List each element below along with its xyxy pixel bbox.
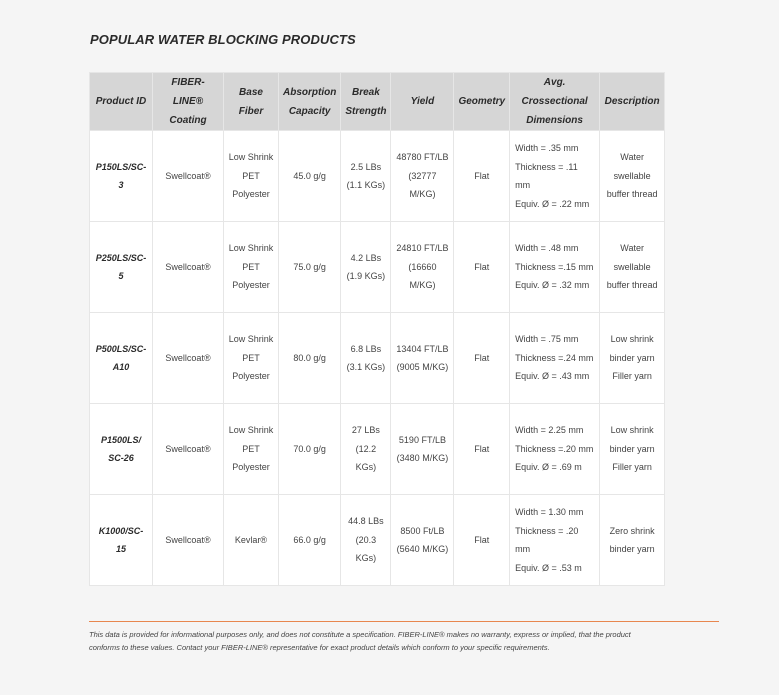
- cell-coating: [153, 404, 223, 494]
- column-header-text: Break: [351, 86, 380, 98]
- cell-text: Low shrink: [610, 425, 654, 436]
- cell-text: Flat: [474, 170, 490, 181]
- column-header-text: Product ID: [95, 96, 147, 107]
- column-header-absorption-capacity: [279, 73, 340, 130]
- cell-text: Low Shrink: [228, 152, 274, 163]
- cell-text: PET: [242, 352, 260, 363]
- cell-product-id: [90, 131, 152, 221]
- column-header-text: Strength: [345, 105, 387, 117]
- cell-text: binder yarn: [609, 443, 655, 454]
- column-header-text: FIBER-LINE®: [171, 77, 205, 107]
- cell-text: 48780 FT/LB: [396, 152, 449, 163]
- cell-text: PET: [242, 170, 260, 181]
- cell-dimensions: [510, 404, 599, 494]
- table-row: [90, 404, 664, 494]
- cell-text: swellable: [613, 170, 651, 181]
- table-row: [90, 313, 664, 403]
- cell-text: Filler yarn: [612, 371, 652, 382]
- column-header-geometry: [454, 73, 509, 130]
- cell-text: Width = .35 mm: [515, 143, 579, 153]
- column-header-text: Crossectional: [521, 96, 588, 107]
- cell-text: 8500 Ft/LB: [400, 525, 445, 536]
- cell-text: Low Shrink: [228, 243, 274, 254]
- cell-text: Equiv. Ø = .43 mm: [515, 371, 590, 382]
- cell-description: [600, 222, 664, 312]
- cell-text: Swellcoat®: [165, 534, 211, 545]
- cell-text: Low Shrink: [228, 334, 274, 345]
- column-header-description: [600, 73, 664, 130]
- cell-product-id: [90, 404, 152, 494]
- cell-text: 13404 FT/LB: [396, 343, 449, 354]
- column-header-product-id: [90, 73, 152, 130]
- cell-text: (5640 M/KG): [396, 544, 449, 554]
- cell-text: Thickness = .20 mm: [515, 525, 579, 554]
- cell-text: 5190 FT/LB: [398, 434, 446, 445]
- cell-text: P500LS/SC-: [95, 343, 147, 354]
- cell-text: P250LS/SC-5: [95, 252, 147, 281]
- cell-text: (1.9 KGs): [346, 271, 386, 281]
- column-header-dimensions: [510, 73, 599, 130]
- cell-base-fiber: [224, 404, 278, 494]
- cell-base-fiber: [224, 222, 278, 312]
- cell-coating: [153, 131, 223, 221]
- cell-base-fiber: [224, 313, 278, 403]
- cell-text: Kevlar®: [234, 534, 268, 545]
- cell-absorption: [279, 495, 340, 585]
- cell-text: Width = .48 mm: [515, 243, 579, 254]
- cell-text: Width = 1.30 mm: [515, 507, 584, 517]
- cell-text: binder yarn: [609, 544, 655, 554]
- cell-text: swellable: [613, 261, 651, 272]
- column-header-break-strength: [341, 73, 390, 130]
- cell-text: Water: [620, 152, 644, 163]
- cell-coating: [153, 495, 223, 585]
- cell-text: Polyester: [232, 462, 270, 473]
- cell-text: P150LS/SC-3: [95, 161, 147, 190]
- cell-text: Flat: [474, 261, 490, 272]
- cell-product-id: [90, 313, 152, 403]
- cell-break-strength: [341, 222, 390, 312]
- cell-dimensions: [510, 313, 599, 403]
- column-header-coating: [153, 73, 223, 130]
- cell-text: 2.5 LBs: [350, 161, 382, 172]
- cell-text: (9005 M/KG): [396, 362, 449, 372]
- column-header-base-fiber: [224, 73, 278, 130]
- disclaimer-line: This data is provided for informational purposes only, and does not constitute a specification. FIBER-LINE® makes no warranty, express or implied, that the product: [89, 630, 631, 639]
- cell-text: PET: [242, 261, 260, 272]
- cell-description: [600, 404, 664, 494]
- cell-yield: [391, 404, 453, 494]
- cell-text: Swellcoat®: [165, 352, 211, 363]
- cell-text: Equiv. Ø = .53 m: [515, 562, 582, 573]
- cell-text: Zero shrink: [609, 525, 655, 536]
- cell-text: Thickness = .11 mm: [515, 161, 578, 190]
- cell-base-fiber: [224, 131, 278, 221]
- disclaimer-note: [89, 628, 729, 654]
- cell-break-strength: [341, 495, 390, 585]
- cell-absorption: [279, 131, 340, 221]
- cell-text: Flat: [474, 352, 490, 363]
- cell-text: Width = .75 mm: [515, 334, 579, 345]
- cell-geometry: [454, 131, 509, 221]
- cell-text: buffer thread: [606, 280, 658, 291]
- cell-text: Polyester: [232, 189, 270, 200]
- table-row: [90, 131, 664, 221]
- column-header-text: Absorption: [283, 86, 337, 98]
- cell-text: 44.8 LBs: [348, 516, 384, 527]
- column-header-text: Description: [604, 96, 660, 107]
- cell-text: 27 LBs: [351, 425, 380, 436]
- cell-text: Filler yarn: [612, 462, 652, 473]
- cell-product-id: [90, 495, 152, 585]
- cell-description: [600, 313, 664, 403]
- cell-text: 66.0 g/g: [293, 534, 326, 545]
- cell-break-strength: [341, 313, 390, 403]
- table-body: [90, 131, 664, 585]
- cell-text: (12.2 KGs): [355, 443, 377, 473]
- cell-text: Low shrink: [610, 334, 654, 345]
- cell-coating: [153, 222, 223, 312]
- cell-text: Swellcoat®: [165, 170, 211, 181]
- cell-text: Flat: [474, 443, 490, 454]
- cell-text: (3.1 KGs): [346, 362, 386, 372]
- column-header-text: Dimensions: [526, 115, 583, 126]
- column-header-text: Base Fiber: [238, 86, 264, 117]
- cell-text: Water: [620, 243, 644, 254]
- cell-text: 80.0 g/g: [293, 352, 326, 363]
- cell-text: (16660 M/KG): [408, 261, 437, 291]
- cell-text: (1.1 KGs): [346, 180, 386, 190]
- cell-geometry: [454, 222, 509, 312]
- cell-text: 4.2 LBs: [350, 252, 382, 263]
- cell-break-strength: [341, 131, 390, 221]
- cell-text: A10: [112, 362, 130, 372]
- cell-text: Thickness =.15 mm: [515, 261, 594, 272]
- cell-text: K1000/SC-15: [98, 525, 144, 554]
- cell-text: (20.3 KGs): [355, 534, 377, 564]
- footer-divider: [89, 621, 719, 622]
- cell-break-strength: [341, 404, 390, 494]
- cell-text: Thickness =.20 mm: [515, 443, 594, 454]
- table-row: [90, 222, 664, 312]
- cell-dimensions: [510, 131, 599, 221]
- products-table: [89, 72, 665, 586]
- cell-text: (3480 M/KG): [396, 453, 449, 463]
- table-row: [90, 495, 664, 585]
- cell-text: Swellcoat®: [165, 261, 211, 272]
- cell-text: SC-26: [108, 453, 134, 463]
- cell-text: 45.0 g/g: [293, 170, 326, 181]
- cell-text: Width = 2.25 mm: [515, 425, 584, 436]
- column-header-text: Yield: [410, 96, 435, 107]
- page-title: POPULAR WATER BLOCKING PRODUCTS: [90, 32, 356, 47]
- column-header-text: Geometry: [458, 96, 506, 107]
- cell-coating: [153, 313, 223, 403]
- cell-yield: [391, 313, 453, 403]
- cell-text: Thickness =.24 mm: [515, 352, 594, 363]
- cell-product-id: [90, 222, 152, 312]
- cell-text: 6.8 LBs: [350, 343, 382, 354]
- column-header-yield: [391, 73, 453, 130]
- cell-text: (32777 M/KG): [408, 170, 437, 200]
- cell-text: Swellcoat®: [165, 443, 211, 454]
- cell-dimensions: [510, 222, 599, 312]
- cell-geometry: [454, 404, 509, 494]
- cell-text: Polyester: [232, 280, 270, 291]
- cell-text: P1500LS/: [100, 434, 142, 445]
- cell-absorption: [279, 313, 340, 403]
- disclaimer-line: conforms to these values. Contact your FIBER-LINE® representative for exact product details which conform to your specific requirements.: [89, 643, 550, 652]
- column-header-text: Coating: [169, 115, 207, 126]
- cell-text: PET: [242, 443, 260, 454]
- cell-text: Equiv. Ø = .22 mm: [515, 198, 590, 209]
- cell-text: Equiv. Ø = .69 m: [515, 462, 582, 473]
- cell-dimensions: [510, 495, 599, 585]
- cell-text: Low Shrink: [228, 425, 274, 436]
- cell-yield: [391, 131, 453, 221]
- cell-description: [600, 495, 664, 585]
- cell-text: 24810 FT/LB: [396, 243, 449, 254]
- cell-text: buffer thread: [606, 189, 658, 200]
- cell-base-fiber: [224, 495, 278, 585]
- cell-absorption: [279, 222, 340, 312]
- cell-text: Polyester: [232, 371, 270, 382]
- header-row: [90, 73, 664, 130]
- cell-text: 75.0 g/g: [293, 261, 326, 272]
- cell-text: Equiv. Ø = .32 mm: [515, 280, 590, 291]
- cell-geometry: [454, 313, 509, 403]
- column-header-text: Avg.: [543, 77, 566, 88]
- cell-yield: [391, 222, 453, 312]
- cell-text: binder yarn: [609, 352, 655, 363]
- cell-absorption: [279, 404, 340, 494]
- column-header-text: Capacity: [288, 105, 331, 117]
- cell-text: 70.0 g/g: [293, 443, 326, 454]
- cell-yield: [391, 495, 453, 585]
- cell-description: [600, 131, 664, 221]
- cell-geometry: [454, 495, 509, 585]
- cell-text: Flat: [474, 534, 490, 545]
